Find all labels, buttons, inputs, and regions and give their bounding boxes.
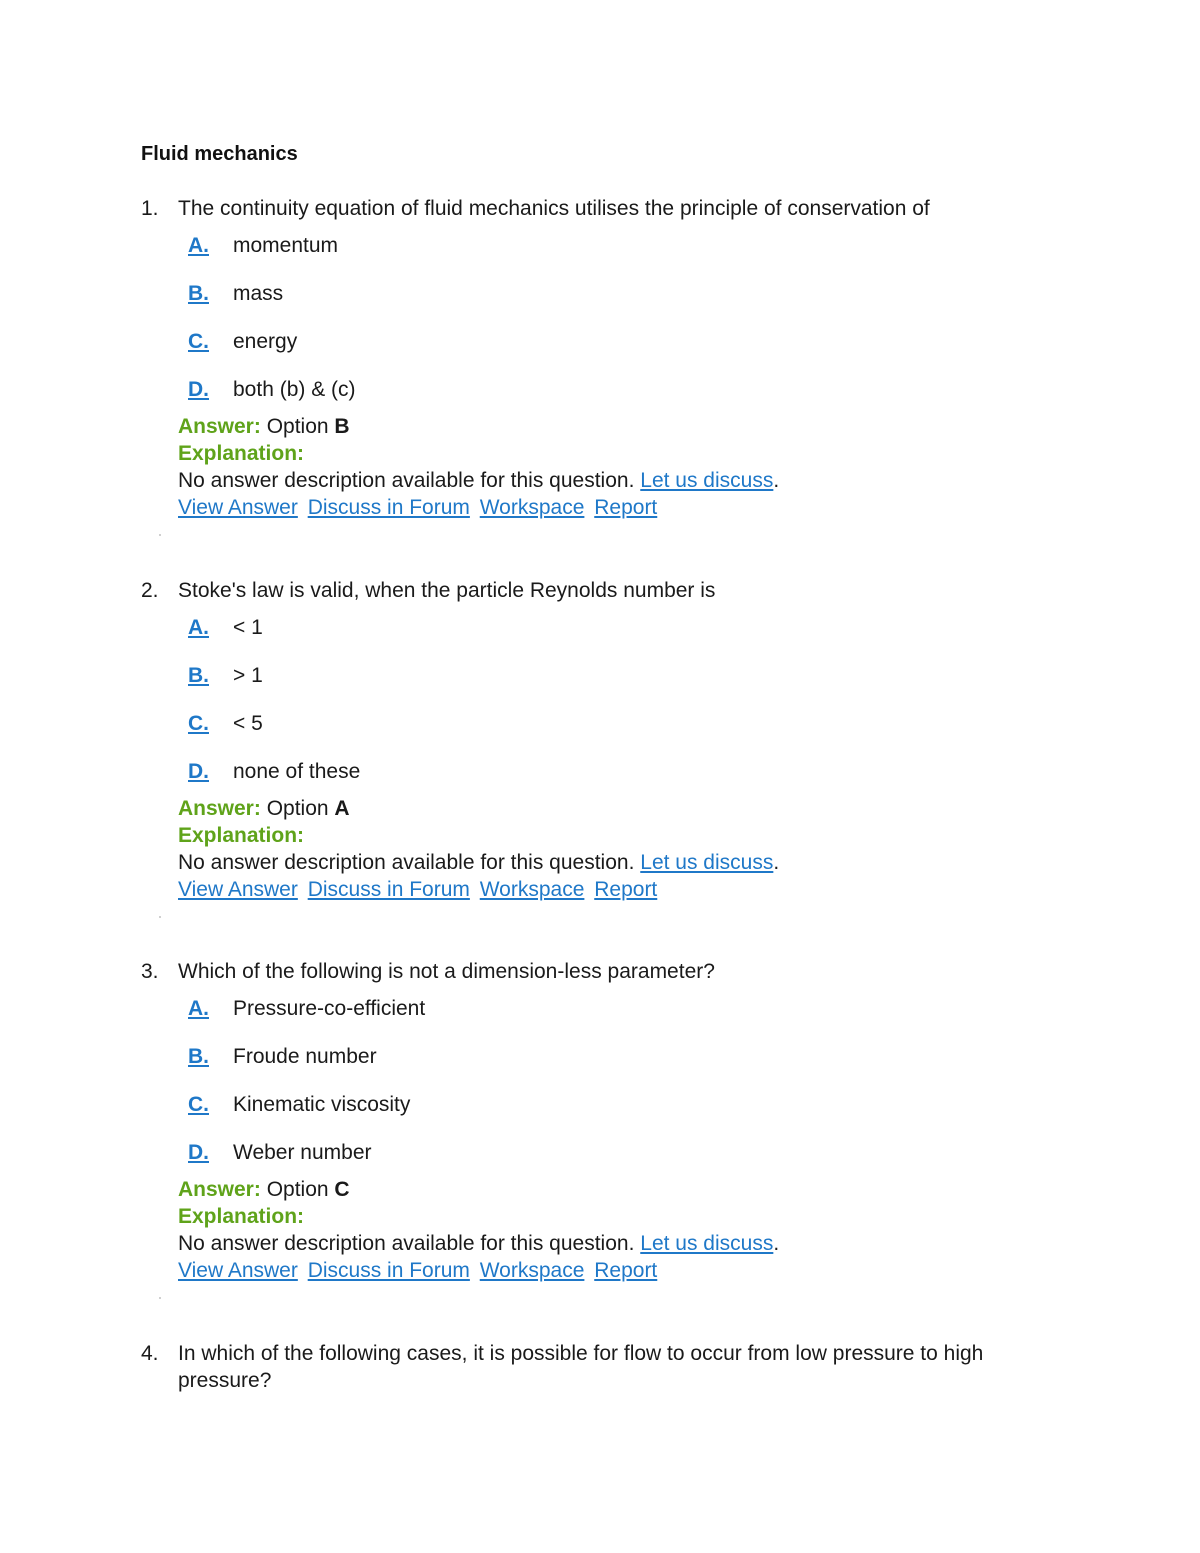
question-2 (141, 577, 1061, 903)
document-title: Fluid mechanics (141, 143, 298, 165)
option-a-link[interactable]: A. (188, 616, 209, 639)
question-stem (141, 577, 1061, 604)
discuss-in-forum-link[interactable]: Discuss in Forum (307, 1259, 470, 1282)
option-a-text: Pressure-co-efficient (233, 997, 426, 1020)
option-d-link[interactable]: D. (188, 378, 209, 401)
question-text: Stoke's law is valid, when the particle Reynolds number is (178, 579, 716, 602)
option-a-text: < 1 (233, 616, 263, 639)
option-b (141, 1043, 1061, 1091)
workspace-link[interactable]: Workspace (479, 1259, 585, 1282)
answer-block (141, 1176, 1061, 1284)
workspace-link[interactable]: Workspace (479, 878, 585, 901)
answer-prefix: Option (266, 797, 329, 820)
explanation-period: . (773, 851, 780, 874)
option-c-text: Kinematic viscosity (233, 1093, 411, 1116)
options-list (141, 232, 1061, 424)
separator-dot (159, 916, 161, 918)
question-text: In which of the following cases, it is possible for flow to occur from low pressure to high pressure? (178, 1342, 984, 1392)
answer-value: C (334, 1178, 350, 1201)
explanation-period: . (773, 1232, 780, 1255)
option-a-link[interactable]: A. (188, 997, 209, 1020)
answer-label: Answer: (178, 797, 261, 820)
option-a (141, 232, 1061, 280)
discuss-in-forum-link[interactable]: Discuss in Forum (307, 878, 470, 901)
explanation-line (178, 849, 1061, 876)
question-text: The continuity equation of fluid mechanics utilises the principle of conservation of (178, 197, 930, 220)
option-b-link[interactable]: B. (188, 664, 209, 687)
option-a-text: momentum (233, 234, 339, 257)
question-text: Which of the following is not a dimension-less parameter? (178, 960, 715, 983)
workspace-link[interactable]: Workspace (479, 496, 585, 519)
explanation-text: No answer description available for this question. (178, 469, 635, 492)
question-number: 3. (141, 960, 159, 983)
option-b-text: > 1 (233, 664, 263, 687)
explanation-line (178, 1230, 1061, 1257)
option-d-text: none of these (233, 760, 361, 783)
option-c-text: < 5 (233, 712, 263, 735)
question-stem (141, 195, 1061, 222)
option-d (141, 1139, 1061, 1187)
question-stem (141, 958, 1061, 985)
let-us-discuss-link[interactable]: Let us discuss (640, 469, 774, 492)
question-3 (141, 958, 1061, 1284)
option-c (141, 1091, 1061, 1139)
option-a-link[interactable]: A. (188, 234, 209, 257)
option-d (141, 376, 1061, 424)
option-d-text: both (b) & (c) (233, 378, 356, 401)
option-b-link[interactable]: B. (188, 282, 209, 305)
separator-dot (159, 1297, 161, 1299)
explanation-period: . (773, 469, 780, 492)
options-list (141, 995, 1061, 1187)
answer-value: A (334, 797, 350, 820)
action-links (178, 494, 1061, 521)
question-4 (141, 1340, 1061, 1394)
option-b-link[interactable]: B. (188, 1045, 209, 1068)
separator-dot (159, 534, 161, 536)
option-c-link[interactable]: C. (188, 330, 209, 353)
view-answer-link[interactable]: View Answer (178, 496, 298, 519)
explanation-text: No answer description available for this question. (178, 1232, 635, 1255)
option-c (141, 328, 1061, 376)
explanation-label: Explanation: (178, 442, 305, 465)
answer-value: B (334, 415, 350, 438)
answer-block (141, 413, 1061, 521)
explanation-text: No answer description available for this question. (178, 851, 635, 874)
question-stem (141, 1340, 1061, 1394)
option-c-link[interactable]: C. (188, 712, 209, 735)
explanation-line (178, 467, 1061, 494)
answer-label: Answer: (178, 1178, 261, 1201)
option-b-text: mass (233, 282, 284, 305)
question-number: 1. (141, 197, 159, 220)
answer-label: Answer: (178, 415, 261, 438)
option-c-text: energy (233, 330, 298, 353)
option-c-link[interactable]: C. (188, 1093, 209, 1116)
option-d-link[interactable]: D. (188, 760, 209, 783)
action-links (178, 1257, 1061, 1284)
question-1 (141, 195, 1061, 521)
option-d-link[interactable]: D. (188, 1141, 209, 1164)
answer-block (141, 795, 1061, 903)
option-b (141, 662, 1061, 710)
option-a (141, 614, 1061, 662)
option-b-text: Froude number (233, 1045, 377, 1068)
report-link[interactable]: Report (594, 878, 658, 901)
let-us-discuss-link[interactable]: Let us discuss (640, 851, 774, 874)
question-number: 4. (141, 1342, 159, 1365)
view-answer-link[interactable]: View Answer (178, 1259, 298, 1282)
answer-prefix: Option (266, 1178, 329, 1201)
view-answer-link[interactable]: View Answer (178, 878, 298, 901)
option-a (141, 995, 1061, 1043)
option-d (141, 758, 1061, 806)
explanation-label: Explanation: (178, 1205, 305, 1228)
answer-prefix: Option (266, 415, 329, 438)
option-c (141, 710, 1061, 758)
report-link[interactable]: Report (594, 496, 658, 519)
options-list (141, 614, 1061, 806)
option-b (141, 280, 1061, 328)
option-d-text: Weber number (233, 1141, 372, 1164)
question-number: 2. (141, 579, 159, 602)
explanation-label: Explanation: (178, 824, 305, 847)
discuss-in-forum-link[interactable]: Discuss in Forum (307, 496, 470, 519)
let-us-discuss-link[interactable]: Let us discuss (640, 1232, 774, 1255)
action-links (178, 876, 1061, 903)
report-link[interactable]: Report (594, 1259, 658, 1282)
